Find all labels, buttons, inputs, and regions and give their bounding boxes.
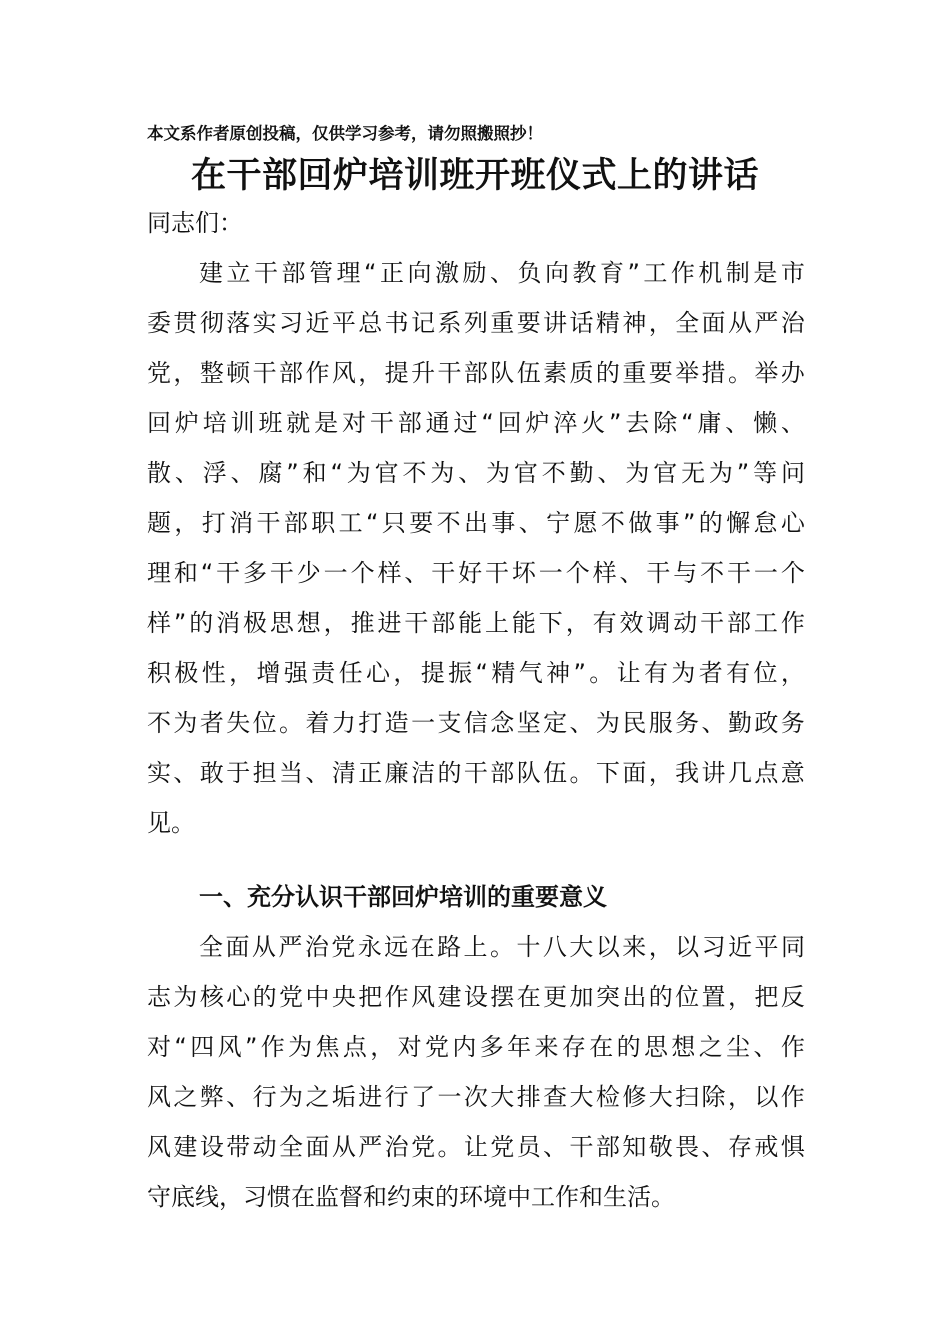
paragraph-line: 理 和 “ 干 多 干 少 一 个 样 、 干 好 干 坏 一 个 样 、 干 与 不 干 一 个 (147, 559, 805, 587)
page-title: 在干部回炉培训班开班仪式上的讲话 (190, 155, 759, 196)
paragraph-line: 见。 (147, 809, 195, 837)
paragraph-line: 题 ， 打 消 干 部 职 工 “ 只 要 不 出 事 、 宁 愿 不 做 事 ” 的 懈 怠 心 (147, 509, 805, 537)
paragraph-line: 委 贯 彻 落 实 习 近 平 总 书 记 系 列 重 要 讲 话 精 神 ， 全 面 从 严 治 (147, 309, 805, 337)
paragraph-line: 风 建 设 带 动 全 面 从 严 治 党 。 让 党 员 、 干 部 知 敬 畏 、 存 戒 惧 (147, 1133, 805, 1161)
paragraph-line: 风 之 弊 、 行 为 之 垢 进 行 了 一 次 大 排 查 大 检 修 大 扫 除 ， 以 作 (147, 1083, 805, 1111)
paragraph-line: 实 、 敢 于 担 当 、 清 正 廉 洁 的 干 部 队 伍 。 下 面 ， 我 讲 几 点 意 (147, 759, 805, 787)
paragraph-line: 不 为 者 失 位 。 着 力 打 造 一 支 信 念 坚 定 、 为 民 服 务 、 勤 政 务 (147, 709, 805, 737)
copyright-notice: 本文系作者原创投稿，仅供学习参考，请勿照搬照抄！ (147, 124, 543, 143)
paragraph-line: 积 极 性 ， 增 强 责 任 心 ， 提 振 “ 精 气 神 ” 。 让 有 为 者 有 位 ， (147, 659, 805, 687)
paragraph-line: 守底线，习惯在监督和约束的环境中工作和生活。 (147, 1183, 675, 1211)
section-heading: 一、充分认识干部回炉培训的重要意义 (199, 883, 607, 911)
paragraph-line: 对 “ 四 风 ” 作 为 焦 点 ， 对 党 内 多 年 来 存 在 的 思 想 之 尘 、 作 (147, 1033, 805, 1061)
salutation: 同志们： (147, 209, 243, 237)
paragraph-line: 样 ” 的 消 极 思 想 ， 推 进 干 部 能 上 能 下 ， 有 效 调 动 干 部 工 作 (147, 609, 805, 637)
paragraph-line: 志 为 核 心 的 党 中 央 把 作 风 建 设 摆 在 更 加 突 出 的 位 置 ， 把 反 (147, 983, 805, 1011)
paragraph-line: 全 面 从 严 治 党 永 远 在 路 上 。 十 八 大 以 来 ， 以 习 近 平 同 (199, 933, 805, 961)
paragraph-line: 党 ， 整 顿 干 部 作 风 ， 提 升 干 部 队 伍 素 质 的 重 要 举 措 。 举 办 (147, 359, 805, 387)
paragraph-line: 回 炉 培 训 班 就 是 对 干 部 通 过 “ 回 炉 淬 火 ” 去 除 “ 庸 、 懒 、 (147, 409, 805, 437)
paragraph-line: 散 、 浮 、 腐 ” 和 “ 为 官 不 为 、 为 官 不 勤 、 为 官 无 为 ” 等 问 (147, 459, 805, 487)
paragraph-line: 建 立 干 部 管 理 “ 正 向 激 励 、 负 向 教 育 ” 工 作 机 制 是 市 (199, 259, 805, 287)
